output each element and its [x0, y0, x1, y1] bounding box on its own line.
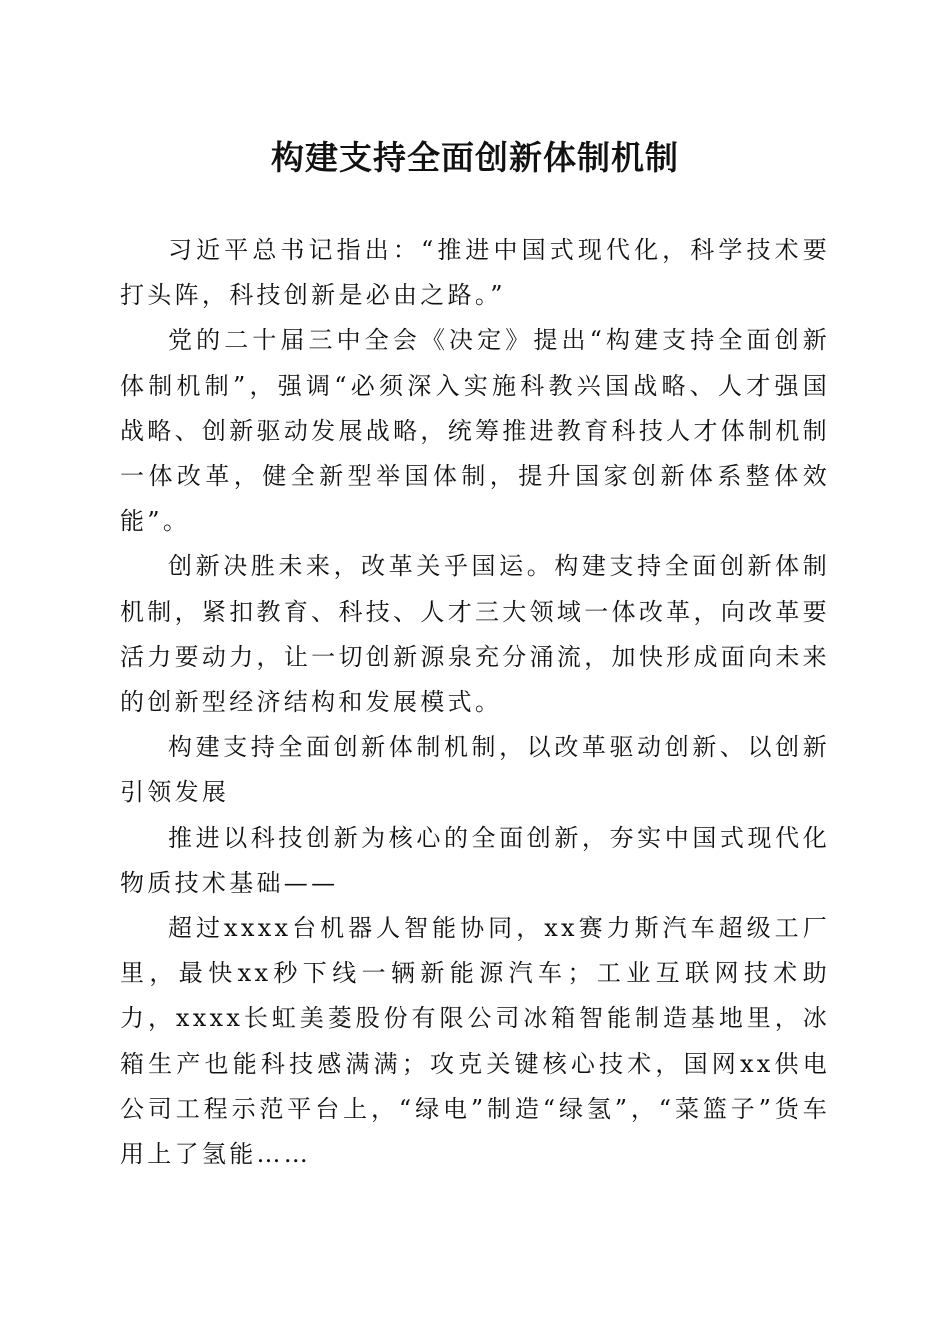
- paragraph-decision: 党的二十届三中全会《决定》提出“构建支持全面创新体制机制”，强调“必须深入实施科教兴国战略、人才强国战略、创新驱动发展战略，统筹推进教育科技人才体制机制一体改革，健全新型举国体制，提升国家创新体系整体效能”。: [120, 326, 830, 536]
- paragraph-tech-foundation: 推进以科技创新为核心的全面创新，夯实中国式现代化物质技术基础——: [120, 823, 830, 897]
- document-title: 构建支持全面创新体制机制: [271, 138, 679, 177]
- document-body: [120, 228, 830, 1177]
- paragraph-examples: 超过xxxx台机器人智能协同，xx赛力斯汽车超级工厂里，最快xx秒下线一辆新能源汽车；工业互联网技术助力，xxxx长虹美菱股份有限公司冰箱智能制造基地里，冰箱生产也能科技感满满；攻克关键核心技术，国网xx供电公司工程示范平台上，“绿电”制造“绿氢”，“菜篮子”货车用上了氢能……: [120, 914, 830, 1169]
- paragraph-section-heading: 构建支持全面创新体制机制，以改革驱动创新、以创新引领发展: [120, 733, 830, 807]
- paragraph-quote: 习近平总书记指出：“推进中国式现代化，科学技术要打头阵，科技创新是必由之路。”: [120, 236, 830, 310]
- paragraph-innovation-future: 创新决胜未来，改革关乎国运。构建支持全面创新体制机制，紧扣教育、科技、人才三大领域一体改革，向改革要活力要动力，让一切创新源泉充分涌流，加快形成面向未来的创新型经济结构和发展模式。: [120, 552, 830, 717]
